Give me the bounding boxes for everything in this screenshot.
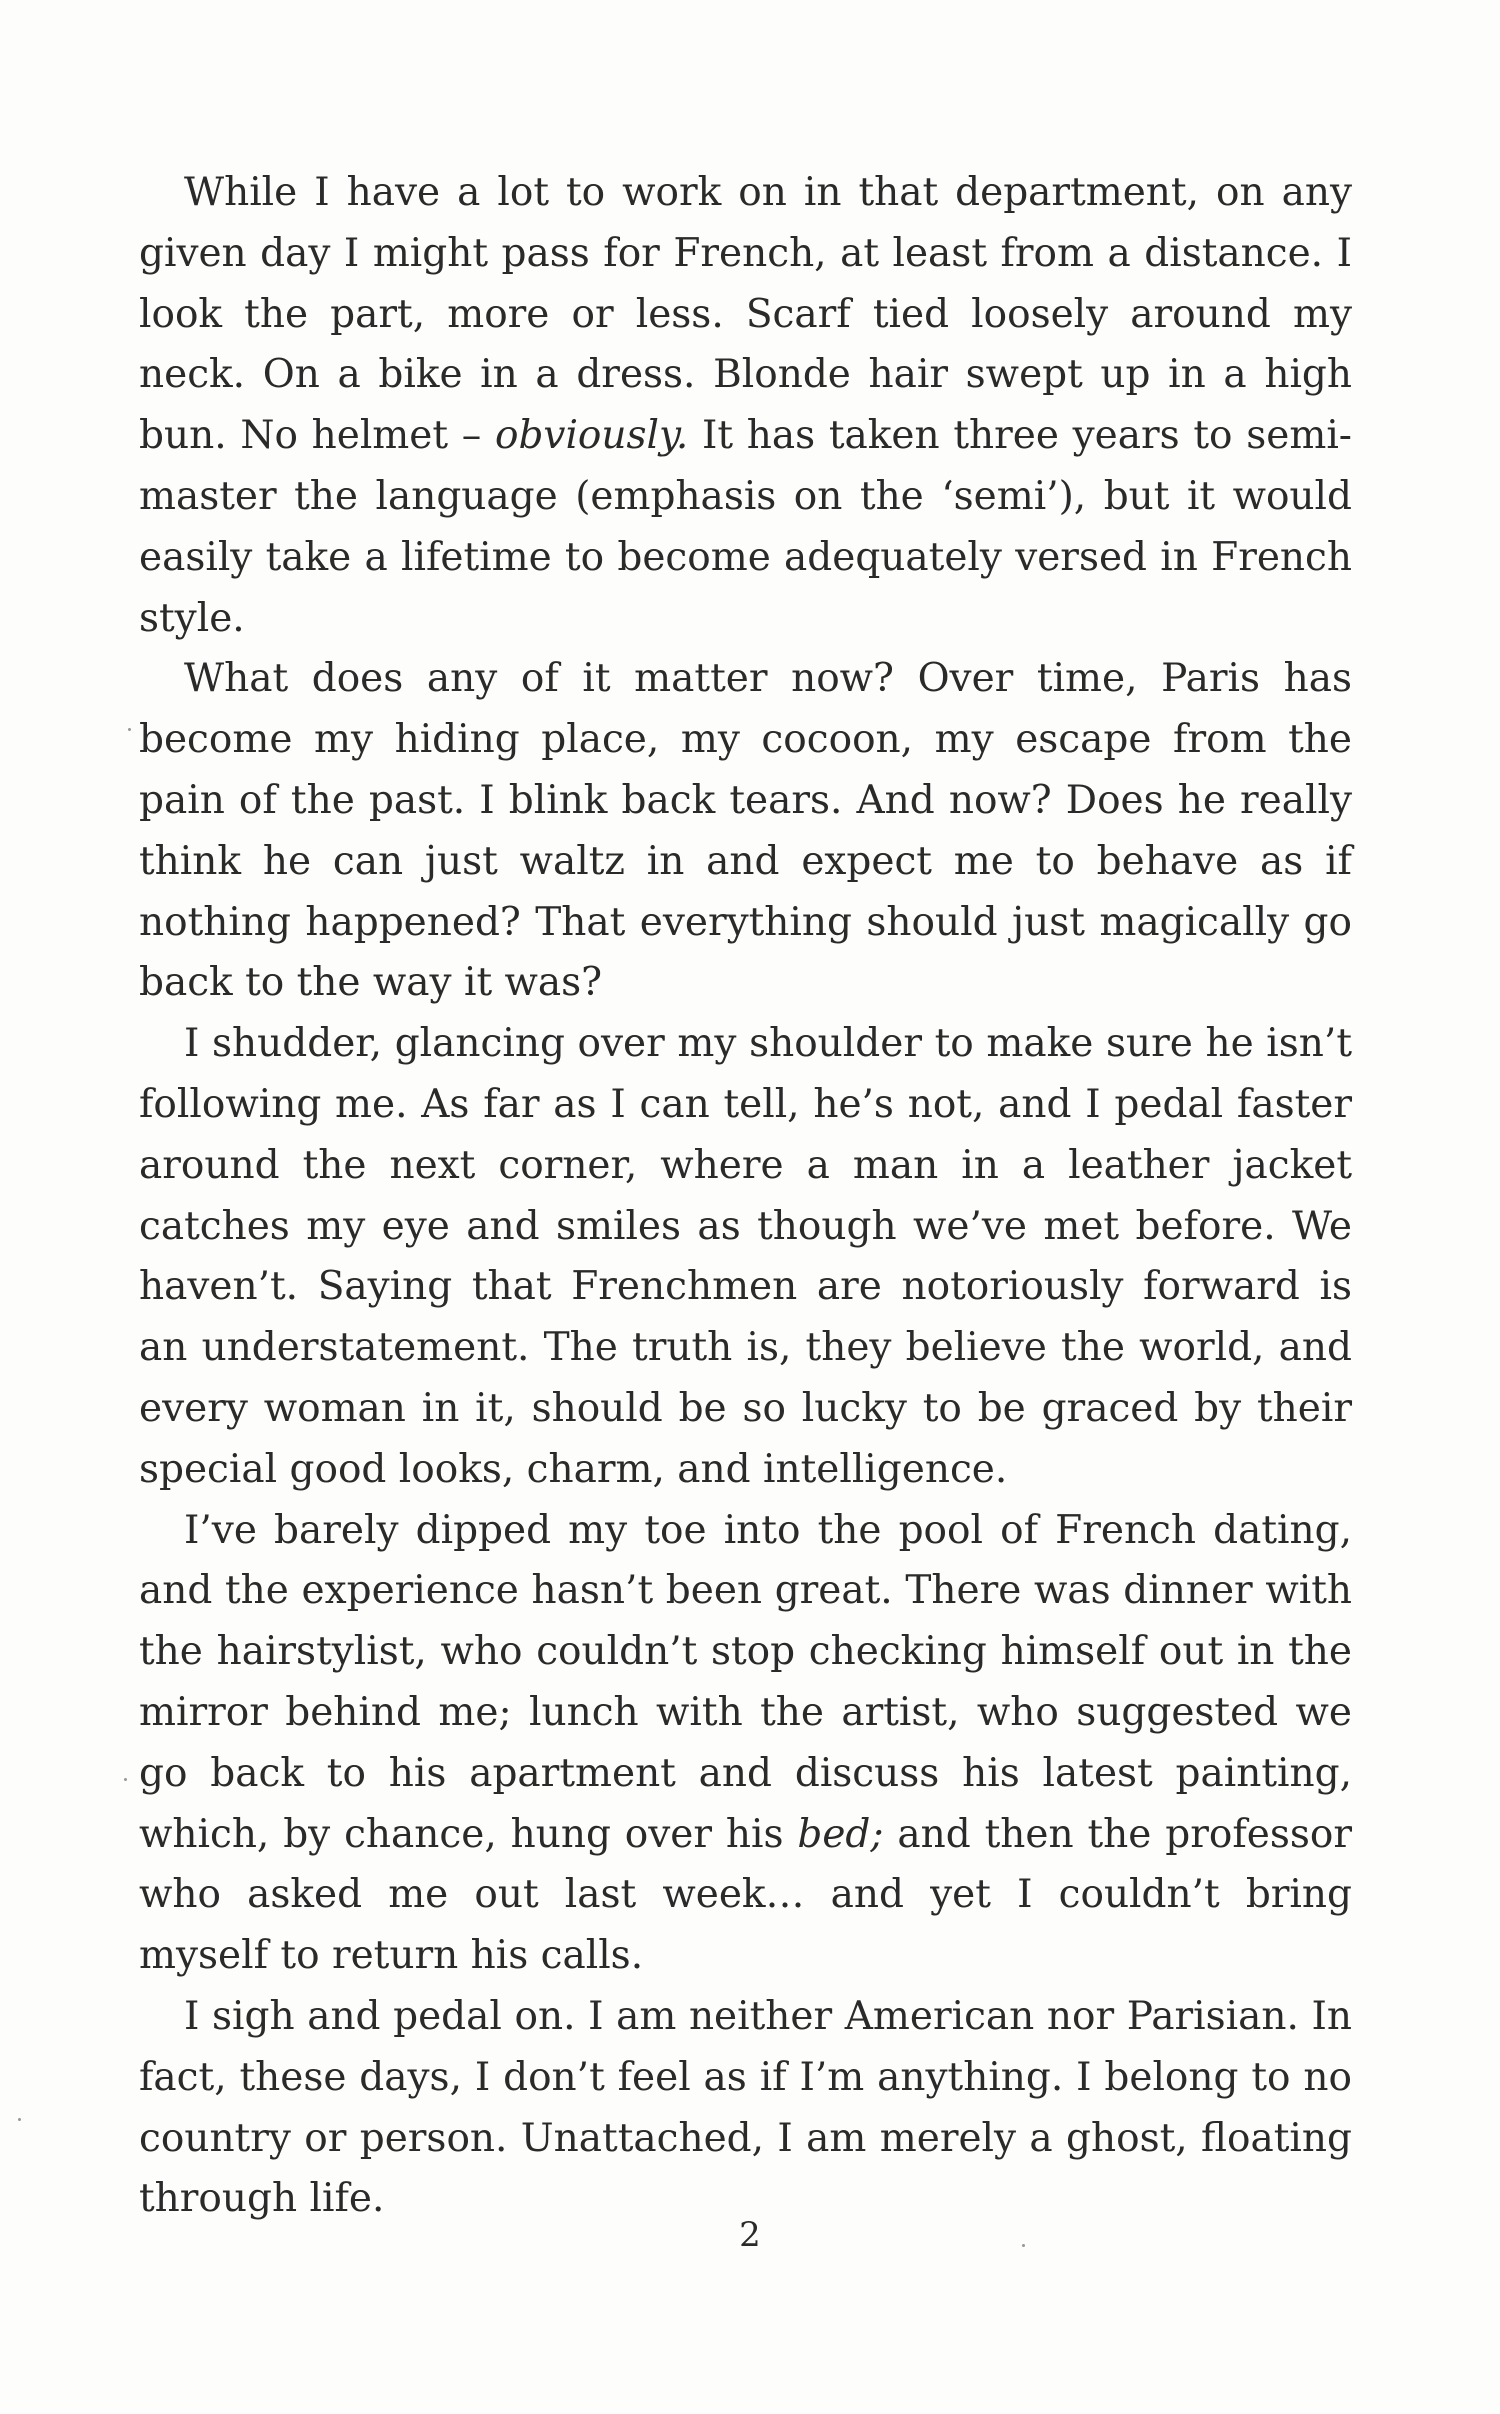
paragraph-4 — [139, 1501, 1352, 1987]
paragraph-1 — [139, 163, 1352, 649]
paragraph-1-text-start: While I have a lot to work on in that department, on any given day I might pass for French, at least from a distance. I look the part, more or less. Scarf tied loosely around my neck. On a bike in a dress. Blonde hair swept up in a high bun. No helmet – — [139, 170, 1352, 459]
page-number: 2 — [739, 2215, 761, 2255]
scan-speck — [124, 1778, 127, 1781]
paragraph-1-text-end: It has taken three years to semi-master the language (emphasis on the ‘semi’), but it would easily take a lifetime to become adequately versed in French style. — [139, 413, 1352, 641]
paragraph-3: I shudder, glancing over my shoulder to make sure he isn’t following me. As far as I can tell, he’s not, and I pedal faster around the next corner, where a man in a leather jacket catches my eye and smiles as though we’ve met before. We haven’t. Saying that Frenchmen are notoriously forward is an understatement. The truth is, they believe the world, and every woman in it, should be so lucky to be graced by their special good looks, charm, and intelligence. — [139, 1021, 1352, 1492]
paragraph-5: I sigh and pedal on. I am neither American nor Parisian. In fact, these days, I don’t feel as if I’m anything. I belong to no country or person. Unattached, I am merely a ghost, floating through life. — [139, 1993, 1352, 2222]
scan-speck — [18, 2118, 21, 2121]
body-text — [139, 163, 1352, 2230]
scan-speck — [128, 728, 131, 731]
paragraph-4-text-end: and then the professor who asked me out last week… and yet I couldn’t bring myself to return his calls. — [139, 1811, 1352, 1979]
scan-speck — [1022, 2244, 1025, 2247]
paragraph-4-text-start: I’ve barely dipped my toe into the pool of French dating, and the experience hasn’t been great. There was dinner with the hairstylist, who couldn’t stop checking himself out in the mirror behind me; lunch with the artist, who suggested we go back to his apartment and discuss his latest painting, which, by chance, hung over his — [139, 1507, 1352, 1857]
paragraph-1-italic: obviously. — [494, 413, 689, 459]
paragraph-2: What does any of it matter now? Over time, Paris has become my hiding place, my cocoon, my escape from the pain of the past. I blink back tears. And now? Does he really think he can just waltz in and expect me to behave as if nothing happened? That everything should just magically go back to the way it was? — [139, 656, 1352, 1006]
paragraph-4-italic: bed; — [797, 1811, 884, 1857]
